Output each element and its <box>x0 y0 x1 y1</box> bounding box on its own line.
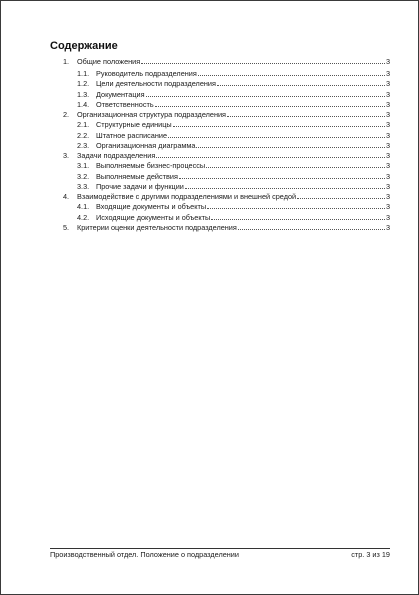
footer-page-number: стр. 3 из 19 <box>351 550 390 559</box>
toc-entry-text: Цели деятельности подразделения <box>96 79 216 88</box>
toc-entry-number: 2. <box>63 110 70 119</box>
toc-leader-dots <box>238 228 385 230</box>
toc-entry[interactable] <box>77 89 390 99</box>
toc-entry-number: 5. <box>63 223 70 232</box>
toc-entry-text: Задачи подразделения <box>77 151 156 160</box>
toc-leader-dots <box>206 166 385 168</box>
footer-document-title: Производственный отдел. Положение о подразделении <box>50 550 239 559</box>
toc-entry-number: 1.2. <box>77 79 90 88</box>
toc-leader-dots <box>146 95 385 97</box>
toc-leader-dots <box>297 197 385 199</box>
toc-entry-text: Входящие документы и объекты <box>96 202 207 211</box>
toc-entry-page: 3 <box>385 192 390 201</box>
toc-entry-text: Руководитель подразделения <box>96 69 197 78</box>
toc-entry-number: 1. <box>63 57 70 66</box>
toc-entry[interactable] <box>77 130 390 140</box>
toc-leader-dots <box>173 125 385 127</box>
toc-entry-page: 3 <box>385 100 390 109</box>
toc-entry-text: Общие положения <box>77 57 141 66</box>
toc-entry-text: Документация <box>96 90 145 99</box>
toc-entry-page: 3 <box>385 57 390 66</box>
toc-entry[interactable] <box>77 140 390 150</box>
toc-leader-dots <box>168 136 385 138</box>
toc-leader-dots <box>156 156 385 158</box>
toc-leader-dots <box>227 115 385 117</box>
toc-leader-dots <box>198 74 385 76</box>
toc-entry-page: 3 <box>385 120 390 129</box>
toc-leader-dots <box>155 105 385 107</box>
toc-leader-dots <box>217 84 385 86</box>
toc-entry[interactable] <box>77 181 390 191</box>
toc-entry-number: 3.3. <box>77 182 90 191</box>
toc-entry[interactable] <box>63 56 390 66</box>
toc-leader-dots <box>207 207 385 209</box>
toc-entry[interactable] <box>77 201 390 211</box>
toc-entry-number: 1.4. <box>77 100 90 109</box>
toc-entry-number: 2.1. <box>77 120 90 129</box>
toc-entry[interactable] <box>77 212 390 222</box>
toc-entry-page: 3 <box>385 182 390 191</box>
toc-entry-page: 3 <box>385 69 390 78</box>
toc-entry-text: Прочие задачи и функции <box>96 182 184 191</box>
toc-entry-text: Критерии оценки деятельности подразделения <box>77 223 237 232</box>
toc-leader-dots <box>141 62 385 64</box>
toc-entry-page: 3 <box>385 161 390 170</box>
toc-entry-number: 2.2. <box>77 131 90 140</box>
toc-leader-dots <box>211 218 385 220</box>
toc-entry[interactable] <box>63 109 390 119</box>
toc-entry-text: Выполняемые действия <box>96 172 178 181</box>
toc-entry-number: 4.1. <box>77 202 90 211</box>
toc-entry-page: 3 <box>385 79 390 88</box>
toc-entry-text: Ответственность <box>96 100 154 109</box>
toc-entry-page: 3 <box>385 141 390 150</box>
toc-entry-text: Организационная структура подразделения <box>77 110 227 119</box>
toc-entry-text: Организационная диаграмма <box>96 141 196 150</box>
toc-entry-text: Выполняемые бизнес-процессы <box>96 161 206 170</box>
toc-entry[interactable] <box>63 191 390 201</box>
toc-title: Содержание <box>50 40 118 52</box>
toc-entry-text: Взаимодействие с другими подразделениями и внешней средой <box>77 192 297 201</box>
toc-entry-number: 2.3. <box>77 141 90 150</box>
toc-entry-page: 3 <box>385 172 390 181</box>
footer-divider <box>50 548 390 549</box>
toc-entry-text: Исходящие документы и объекты <box>96 213 211 222</box>
toc-entry-number: 4.2. <box>77 213 90 222</box>
toc-entry-page: 3 <box>385 131 390 140</box>
toc-entry-text: Структурные единицы <box>96 120 172 129</box>
toc-entry[interactable] <box>77 119 390 129</box>
toc-entry-number: 4. <box>63 192 70 201</box>
toc-entry[interactable] <box>77 171 390 181</box>
toc-entry-page: 3 <box>385 213 390 222</box>
toc-entry[interactable] <box>77 160 390 170</box>
toc-entry[interactable] <box>63 222 390 232</box>
toc-entry[interactable] <box>77 68 390 78</box>
toc-entry[interactable] <box>77 99 390 109</box>
toc-entry-page: 3 <box>385 110 390 119</box>
toc-leader-dots <box>196 146 384 148</box>
toc-entry-number: 1.1. <box>77 69 90 78</box>
toc-entry-page: 3 <box>385 223 390 232</box>
toc-leader-dots <box>179 177 385 179</box>
toc-entry-page: 3 <box>385 90 390 99</box>
toc-leader-dots <box>185 187 385 189</box>
toc-entry[interactable] <box>77 78 390 88</box>
toc-entry-number: 3. <box>63 151 70 160</box>
toc-entry-page: 3 <box>385 202 390 211</box>
toc-entry-number: 1.3. <box>77 90 90 99</box>
toc-entry-text: Штатное расписание <box>96 131 168 140</box>
toc-entry-page: 3 <box>385 151 390 160</box>
toc-entry-number: 3.2. <box>77 172 90 181</box>
toc-entry[interactable] <box>63 150 390 160</box>
toc-entry-number: 3.1. <box>77 161 90 170</box>
